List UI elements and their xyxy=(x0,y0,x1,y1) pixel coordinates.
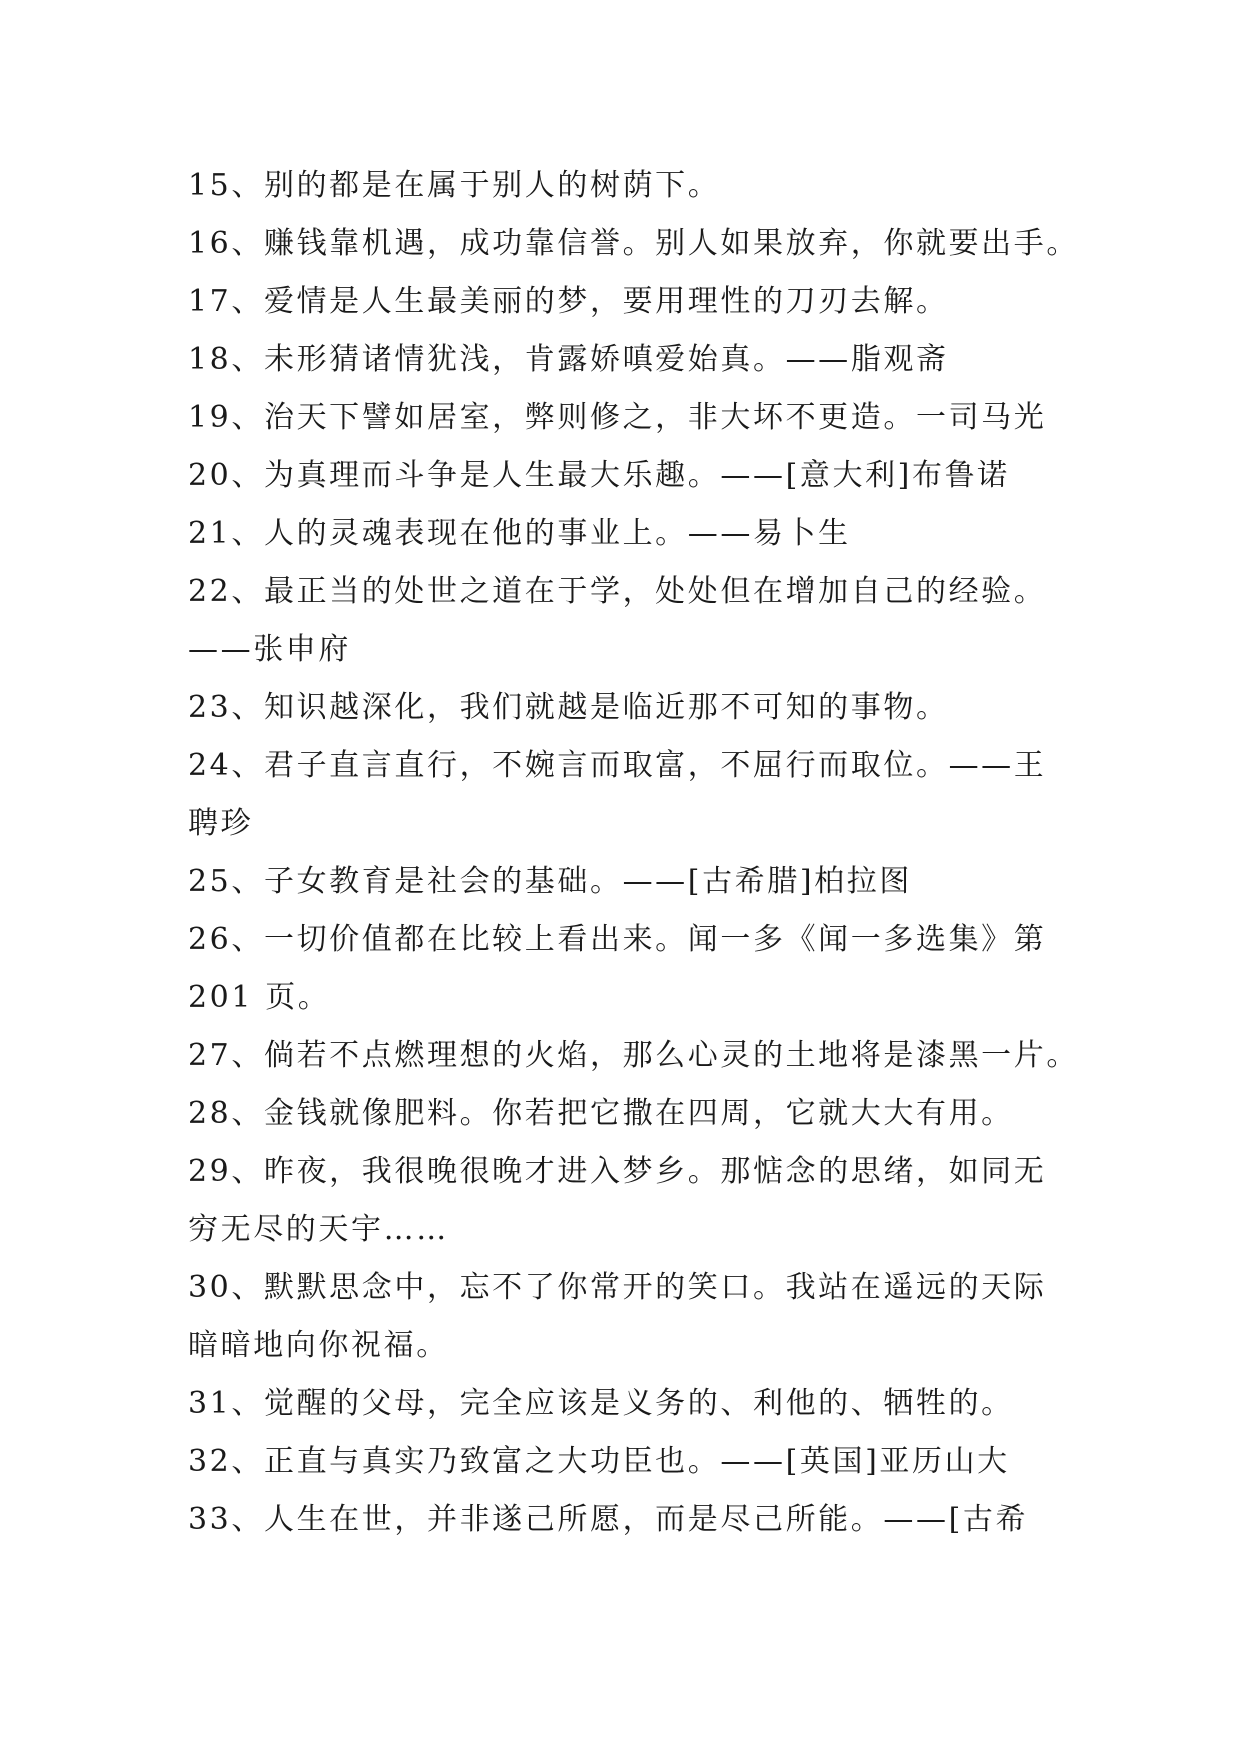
text-line: 29、昨夜，我很晚很晚才进入梦乡。那惦念的思绪，如同无 xyxy=(188,1154,1047,1189)
text-line: 20、为真理而斗争是人生最大乐趣。——[意大利]布鲁诺 xyxy=(188,458,1010,493)
text-line: 25、子女教育是社会的基础。——[古希腊]柏拉图 xyxy=(188,864,912,899)
text-line: 聘珍 xyxy=(188,806,254,841)
text-line: 暗暗地向你祝福。 xyxy=(188,1328,449,1363)
text-line: 24、君子直言直行，不婉言而取富，不屈行而取位。——王 xyxy=(188,748,1047,783)
text-line: 15、别的都是在属于别人的树荫下。 xyxy=(188,168,721,203)
text-line: 23、知识越深化，我们就越是临近那不可知的事物。 xyxy=(188,690,949,725)
text-line: 201 页。 xyxy=(188,980,331,1015)
text-line: 30、默默思念中，忘不了你常开的笑口。我站在遥远的天际 xyxy=(188,1270,1047,1305)
text-line: 33、人生在世，并非遂己所愿，而是尽己所能。——[古希 xyxy=(188,1502,1029,1537)
text-line: 21、人的灵魂表现在他的事业上。——易卜生 xyxy=(188,516,851,551)
text-line: 26、一切价值都在比较上看出来。闻一多《闻一多选集》第 xyxy=(188,922,1047,957)
text-line: 22、最正当的处世之道在于学，处处但在增加自己的经验。 xyxy=(188,574,1047,609)
text-line: 16、赚钱靠机遇，成功靠信誉。别人如果放弃，你就要出手。 xyxy=(188,226,1079,261)
text-line: 28、金钱就像肥料。你若把它撒在四周，它就大大有用。 xyxy=(188,1096,1014,1131)
text-line: 穷无尽的天宇…… xyxy=(188,1212,449,1247)
text-line: 19、治天下譬如居室，弊则修之，非大坏不更造。一司马光 xyxy=(188,400,1047,435)
document-body xyxy=(188,157,1079,1549)
text-line: 32、正直与真实乃致富之大功臣也。——[英国]亚历山大 xyxy=(188,1444,1010,1479)
text-line: 31、觉醒的父母，完全应该是义务的、利他的、牺牲的。 xyxy=(188,1386,1014,1421)
text-line: 17、爱情是人生最美丽的梦，要用理性的刀刃去解。 xyxy=(188,284,949,319)
text-line: 27、倘若不点燃理想的火焰，那么心灵的土地将是漆黑一片。 xyxy=(188,1038,1079,1073)
text-line: ——张申府 xyxy=(188,632,351,667)
text-line: 18、未形猜诸情犹浅，肯露娇嗔爱始真。——脂观斋 xyxy=(188,342,949,377)
